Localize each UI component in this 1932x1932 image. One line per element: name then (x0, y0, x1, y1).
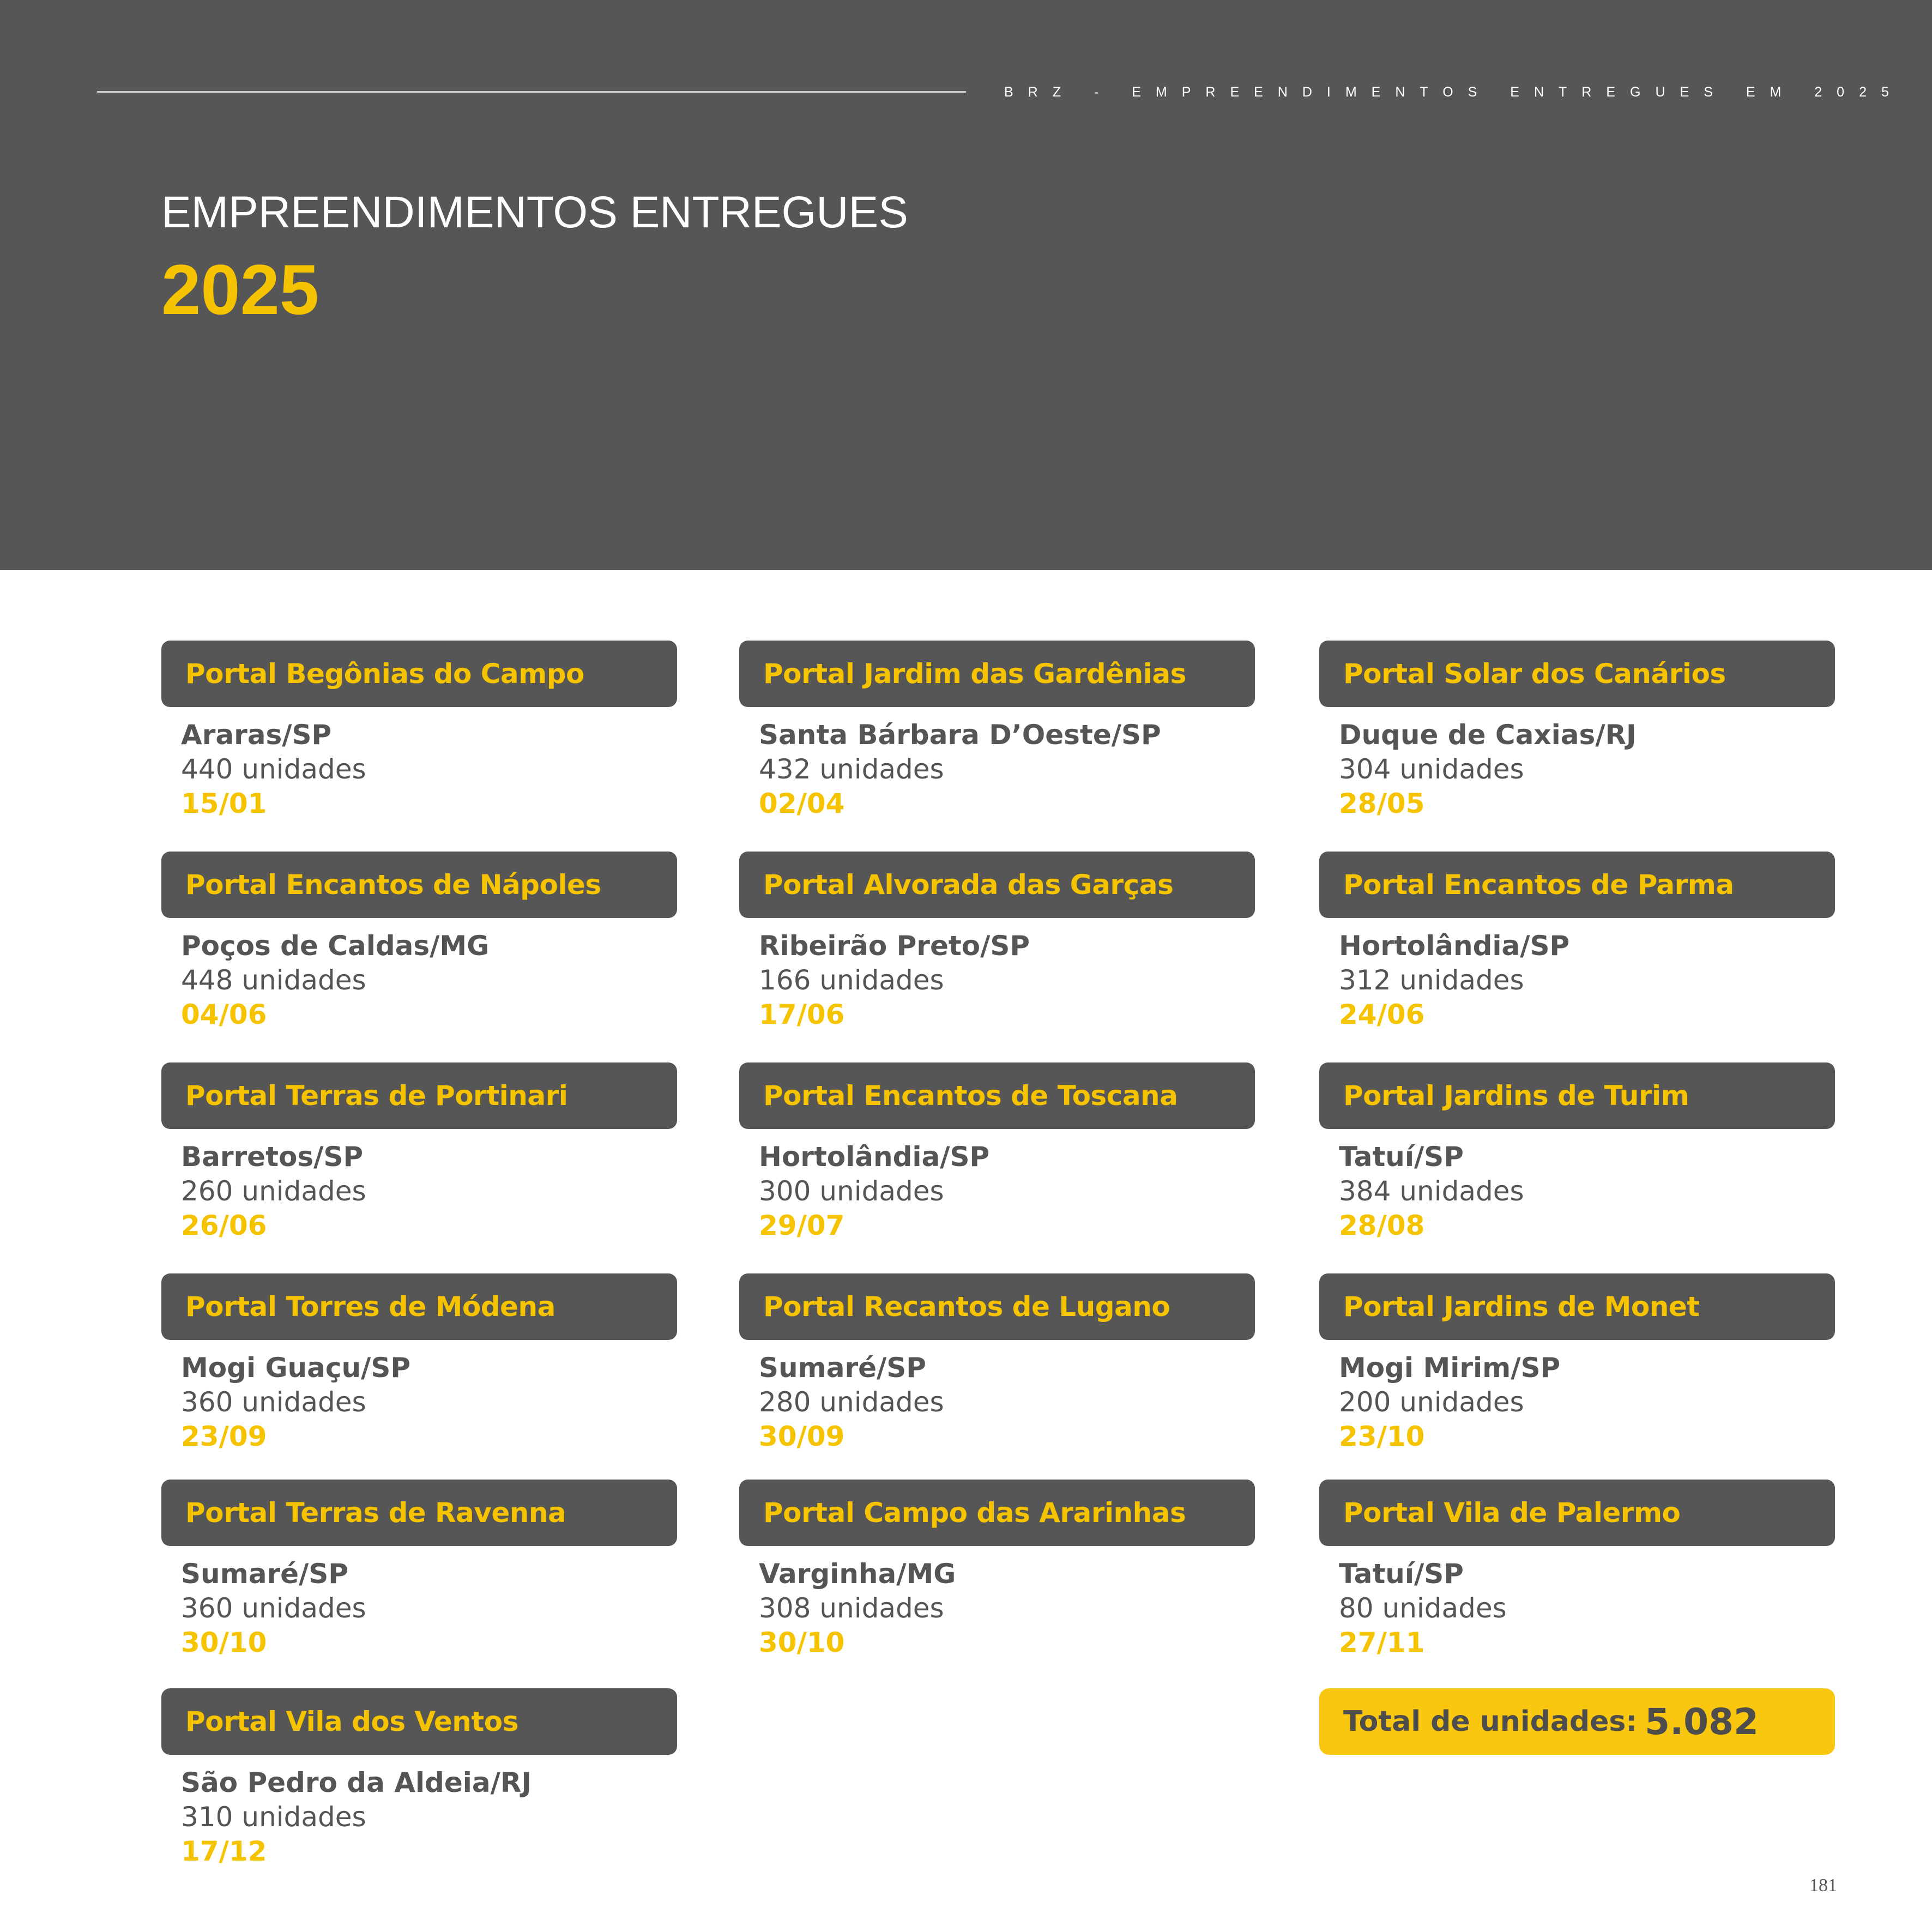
development-city: Barretos/SP (181, 1141, 364, 1173)
development-date: 02/04 (759, 788, 845, 819)
development-name: Portal Torres de Módena (185, 1291, 556, 1323)
development-name: Portal Recantos de Lugano (763, 1291, 1170, 1323)
development-card (161, 641, 677, 821)
total-units-badge (1319, 1688, 1835, 1755)
development-city: Santa Bárbara D’Oeste/SP (759, 719, 1161, 751)
development-name: Portal Jardins de Monet (1343, 1291, 1700, 1323)
development-header (161, 1062, 677, 1129)
running-header: BRZ - EMPREENDIMENTOS ENTREGUES EM 2025 (1004, 84, 1904, 100)
development-city: Mogi Guaçu/SP (181, 1352, 410, 1384)
development-date: 24/06 (1339, 999, 1425, 1030)
development-date: 28/05 (1339, 788, 1425, 819)
development-card (1319, 641, 1835, 821)
development-card (161, 852, 677, 1032)
development-units: 80 unidades (1339, 1592, 1507, 1624)
development-card (161, 1688, 677, 1869)
development-units: 448 unidades (181, 964, 366, 996)
development-card (1319, 1480, 1835, 1660)
development-name: Portal Begônias do Campo (185, 658, 584, 690)
development-city: Poços de Caldas/MG (181, 930, 490, 962)
development-header (161, 1480, 677, 1546)
development-name: Portal Encantos de Toscana (763, 1080, 1178, 1112)
development-units: 312 unidades (1339, 964, 1524, 996)
development-units: 310 unidades (181, 1801, 366, 1833)
development-name: Portal Encantos de Nápoles (185, 869, 601, 901)
development-date: 30/10 (181, 1627, 267, 1658)
development-city: Hortolândia/SP (759, 1141, 990, 1173)
development-header (739, 641, 1255, 707)
development-card (1319, 1273, 1835, 1454)
development-city: Tatuí/SP (1339, 1558, 1464, 1590)
development-units: 360 unidades (181, 1386, 366, 1418)
development-city: Araras/SP (181, 719, 332, 751)
development-header (739, 1273, 1255, 1340)
development-card (1319, 852, 1835, 1032)
development-city: São Pedro da Aldeia/RJ (181, 1767, 532, 1798)
development-city: Mogi Mirim/SP (1339, 1352, 1561, 1384)
development-card (739, 1062, 1255, 1243)
header-rule (97, 91, 966, 93)
development-city: Varginha/MG (759, 1558, 956, 1590)
development-date: 17/12 (181, 1836, 267, 1867)
development-units: 166 unidades (759, 964, 944, 996)
development-header (739, 852, 1255, 918)
development-card (1319, 1062, 1835, 1243)
development-date: 30/10 (759, 1627, 845, 1658)
development-card (161, 1480, 677, 1660)
development-header (1319, 1273, 1835, 1340)
total-units-value: 5.082 (1645, 1700, 1759, 1743)
development-name: Portal Terras de Ravenna (185, 1497, 566, 1529)
development-date: 27/11 (1339, 1627, 1425, 1658)
page-number: 181 (1809, 1875, 1837, 1895)
development-city: Duque de Caxias/RJ (1339, 719, 1637, 751)
total-units-label: Total de unidades: (1343, 1705, 1638, 1738)
development-header (161, 852, 677, 918)
development-header (1319, 1062, 1835, 1129)
development-card (161, 1062, 677, 1243)
development-date: 04/06 (181, 999, 267, 1030)
development-header (1319, 641, 1835, 707)
page-title: EMPREENDIMENTOS ENTREGUES (161, 188, 908, 237)
development-card (739, 641, 1255, 821)
development-header (1319, 852, 1835, 918)
development-header (161, 1688, 677, 1755)
development-name: Portal Encantos de Parma (1343, 869, 1734, 901)
development-units: 440 unidades (181, 753, 366, 785)
development-header (739, 1480, 1255, 1546)
development-header (161, 1273, 677, 1340)
development-date: 15/01 (181, 788, 267, 819)
development-units: 308 unidades (759, 1592, 944, 1624)
development-date: 17/06 (759, 999, 845, 1030)
development-city: Hortolândia/SP (1339, 930, 1570, 962)
development-card (739, 852, 1255, 1032)
development-units: 300 unidades (759, 1175, 944, 1207)
development-header (1319, 1480, 1835, 1546)
development-name: Portal Solar dos Canários (1343, 658, 1726, 690)
development-card (739, 1480, 1255, 1660)
development-units: 384 unidades (1339, 1175, 1524, 1207)
development-city: Sumaré/SP (759, 1352, 926, 1384)
header-band (0, 0, 1932, 570)
development-name: Portal Campo das Ararinhas (763, 1497, 1186, 1529)
development-card (739, 1273, 1255, 1454)
development-date: 23/10 (1339, 1421, 1425, 1452)
development-header (739, 1062, 1255, 1129)
development-name: Portal Vila dos Ventos (185, 1706, 518, 1737)
development-name: Portal Terras de Portinari (185, 1080, 568, 1112)
page-year: 2025 (161, 250, 319, 329)
development-units: 280 unidades (759, 1386, 944, 1418)
development-date: 26/06 (181, 1210, 267, 1241)
development-name: Portal Jardins de Turim (1343, 1080, 1689, 1112)
development-name: Portal Jardim das Gardênias (763, 658, 1186, 690)
development-name: Portal Vila de Palermo (1343, 1497, 1681, 1529)
development-date: 23/09 (181, 1421, 267, 1452)
development-city: Ribeirão Preto/SP (759, 930, 1030, 962)
development-card (161, 1273, 677, 1454)
development-date: 29/07 (759, 1210, 845, 1241)
development-date: 28/08 (1339, 1210, 1425, 1241)
development-units: 360 unidades (181, 1592, 366, 1624)
development-city: Tatuí/SP (1339, 1141, 1464, 1173)
development-city: Sumaré/SP (181, 1558, 348, 1590)
development-date: 30/09 (759, 1421, 845, 1452)
development-header (161, 641, 677, 707)
development-units: 432 unidades (759, 753, 944, 785)
development-units: 304 unidades (1339, 753, 1524, 785)
development-units: 200 unidades (1339, 1386, 1524, 1418)
development-units: 260 unidades (181, 1175, 366, 1207)
development-name: Portal Alvorada das Garças (763, 869, 1174, 901)
